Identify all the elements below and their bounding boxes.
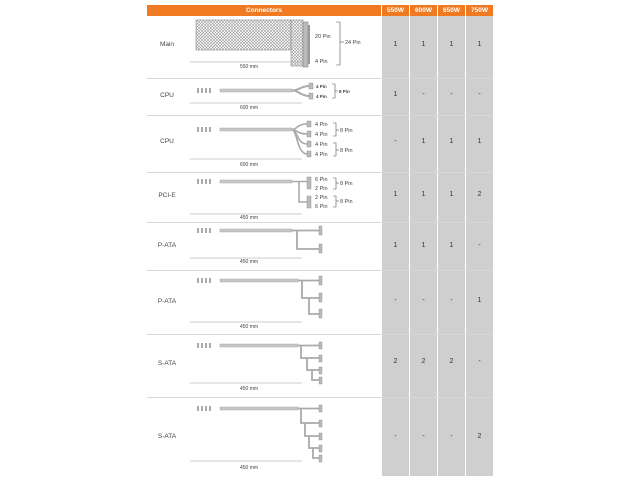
row-label: S-ATA xyxy=(157,433,177,440)
group-label: 8 Pin xyxy=(340,181,353,187)
row-p-ata-2 xyxy=(147,270,493,335)
pin-label: 6 Pin xyxy=(315,177,328,183)
row-label: P-ATA xyxy=(157,298,177,305)
value-cell: 2 xyxy=(421,358,426,365)
value-cell: 1 xyxy=(421,41,426,48)
value-cell: 1 xyxy=(393,191,398,198)
value-cell: 1 xyxy=(393,242,398,249)
pin-label: 4 Pin xyxy=(315,59,328,65)
main-connector-diagram xyxy=(187,16,382,78)
value-cell: 1 xyxy=(449,41,454,48)
value-cell: 1 xyxy=(421,138,426,145)
length-label: 600 mm xyxy=(239,105,259,111)
length-label: 450 mm xyxy=(239,324,259,330)
row-label: S-ATA xyxy=(157,360,177,367)
group-label: 8 Pin xyxy=(340,199,353,205)
header-600w: 600W xyxy=(410,5,437,16)
value-cell: - xyxy=(450,91,453,98)
p-ata-connector-diagram xyxy=(187,270,382,334)
group-label: 8 Pin xyxy=(339,89,350,94)
row-label: Main xyxy=(159,41,175,48)
value-cell: - xyxy=(450,433,453,440)
pin-label: 4 Pin xyxy=(315,142,328,148)
value-cell: 2 xyxy=(477,191,482,198)
value-cell: 1 xyxy=(421,191,426,198)
header-750w: 750W xyxy=(466,5,493,16)
value-cell: - xyxy=(450,297,453,304)
length-label: 600 mm xyxy=(239,162,259,168)
value-cell: - xyxy=(422,91,425,98)
row-p-ata-1 xyxy=(147,222,493,271)
header-connectors: Connectors xyxy=(147,5,381,16)
value-cell: 1 xyxy=(393,91,398,98)
group-label: 24 Pin xyxy=(345,40,361,46)
value-cell: - xyxy=(422,297,425,304)
value-cell: - xyxy=(478,91,481,98)
pin-label: 4 Pin xyxy=(316,84,327,89)
value-cell: 1 xyxy=(393,41,398,48)
row-s-ata-2 xyxy=(147,397,493,476)
row-s-ata-1 xyxy=(147,334,493,398)
value-cell: 1 xyxy=(449,242,454,249)
row-label: P-ATA xyxy=(157,242,177,249)
p-ata-connector-diagram xyxy=(187,222,382,270)
length-label: 450 mm xyxy=(239,259,259,265)
row-label: CPU xyxy=(160,138,174,145)
pin-label: 2 Pin xyxy=(315,195,328,201)
pin-label: 4 Pin xyxy=(315,132,328,138)
pin-label: 4 Pin xyxy=(315,152,328,158)
pin-label: 4 Pin xyxy=(315,122,328,128)
value-cell: 2 xyxy=(449,358,454,365)
pin-label: 20 Pin xyxy=(315,34,331,40)
length-label: 450 mm xyxy=(239,386,259,392)
row-cpu-2 xyxy=(147,115,493,173)
header-650w: 650W xyxy=(438,5,465,16)
row-label: PCI-E xyxy=(158,192,176,199)
pin-label: 4 Pin xyxy=(316,94,327,99)
value-cell: - xyxy=(478,358,481,365)
value-cell: 1 xyxy=(477,297,482,304)
value-cell: 1 xyxy=(477,41,482,48)
s-ata-connector-diagram xyxy=(187,397,382,476)
header-550w: 550W xyxy=(382,5,409,16)
cpu-connector-diagram xyxy=(187,78,382,115)
value-cell: - xyxy=(394,138,397,145)
length-label: 450 mm xyxy=(239,465,259,471)
value-cell: 1 xyxy=(449,191,454,198)
row-pci-e xyxy=(147,172,493,223)
connector-spec-table xyxy=(147,5,493,476)
s-ata-connector-diagram xyxy=(187,334,382,397)
pin-label: 2 Pin xyxy=(315,186,328,192)
length-label: 450 mm xyxy=(239,215,259,221)
group-label: 8 Pin xyxy=(340,148,353,154)
pin-label: 6 Pin xyxy=(315,204,328,210)
value-cell: 2 xyxy=(393,358,398,365)
row-cpu-1 xyxy=(147,78,493,116)
group-label: 8 Pin xyxy=(340,128,353,134)
cpu-connector-diagram xyxy=(187,115,382,172)
value-cell: 1 xyxy=(421,242,426,249)
value-cell: - xyxy=(394,433,397,440)
value-cell: 1 xyxy=(449,138,454,145)
value-cell: 2 xyxy=(477,433,482,440)
length-label: 550 mm xyxy=(239,64,259,70)
value-cell: - xyxy=(478,242,481,249)
pci-e-connector-diagram xyxy=(187,172,382,222)
row-label: CPU xyxy=(160,92,174,99)
value-cell: - xyxy=(422,433,425,440)
row-main xyxy=(147,16,493,79)
value-cell: 1 xyxy=(477,138,482,145)
value-cell: - xyxy=(394,297,397,304)
